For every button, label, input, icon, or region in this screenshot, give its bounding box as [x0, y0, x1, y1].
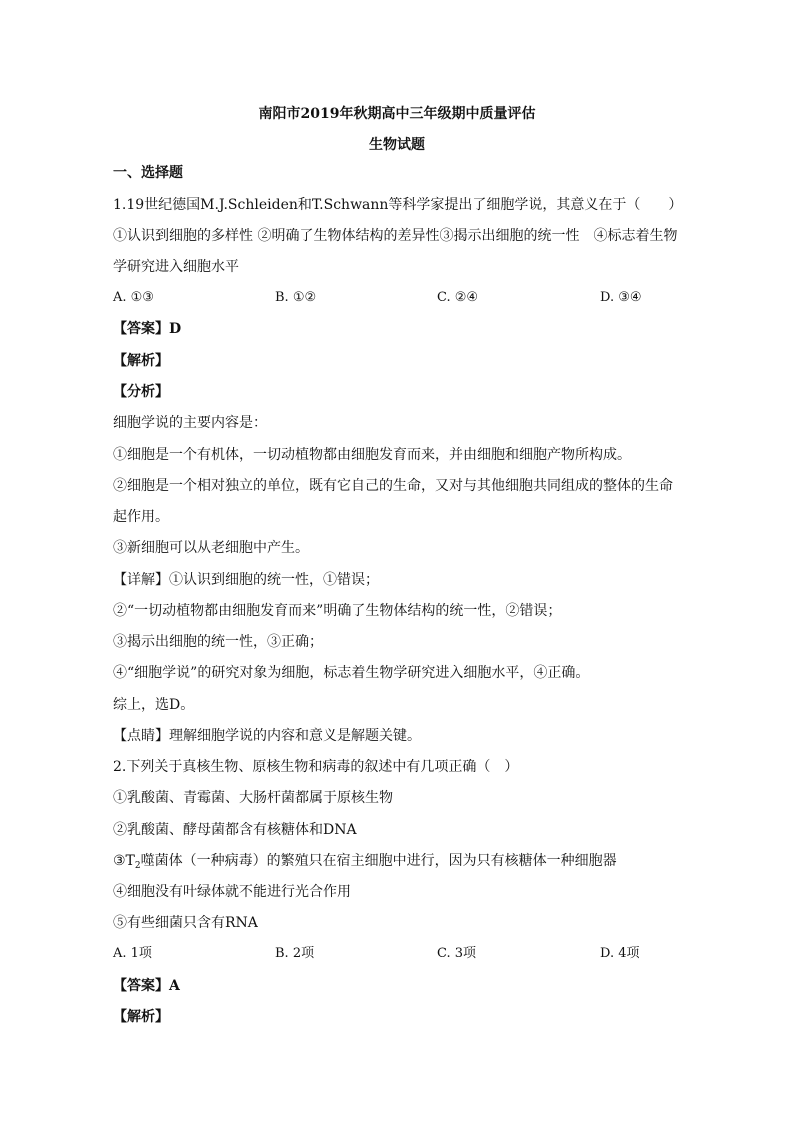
q1-detail-3: ③揭示出细胞的统一性，③正确； [113, 634, 323, 650]
q2-item-2: ②乳酸菌、酵母菌都含有核糖体和DNA [113, 822, 357, 838]
q1-option-b: B. ①② [275, 290, 317, 305]
q1-options [113, 288, 713, 308]
q2-item-3-post: 噬菌体（一种病毒）的繁殖只在宿主细胞中进行，因为只有核糖体一种细胞器 [140, 853, 617, 869]
q2-stem: 2.下列关于真核生物、原核生物和病毒的叙述中有几项正确（ ） [113, 759, 519, 775]
q1-fenxi-1: ①细胞是一个有机体，一切动植物都由细胞发育而来，并由细胞和细胞产物所构成。 [113, 447, 631, 463]
q1-items-line1: ①认识到细胞的多样性 ②明确了生物体结构的差异性③揭示出细胞的统一性 ④标志着生物 [113, 228, 678, 244]
q1-detail-5: 综上，选D。 [113, 697, 195, 713]
q2-analysis-label: 【解析】 [113, 1009, 169, 1025]
q2-item-5: ⑤有些细菌只含有RNA [113, 915, 258, 931]
q1-detail-2: ②“一切动植物都由细胞发育而来”明确了生物体结构的统一性，②错误； [113, 603, 562, 619]
q1-option-c: C. ②④ [437, 290, 479, 305]
q1-answer: 【答案】D [113, 321, 182, 337]
q1-tip: 【点睛】理解细胞学说的内容和意义是解题关键。 [113, 728, 421, 744]
q2-item-4: ④细胞没有叶绿体就不能进行光合作用 [113, 884, 351, 900]
q1-option-a: A. ①③ [113, 290, 154, 305]
document-title: 南阳市2019年秋期高中三年级期中质量评估 [258, 106, 536, 122]
q1-fenxi-intro: 细胞学说的主要内容是： [113, 415, 267, 431]
q1-stem: 1.19世纪德国M.J.Schleiden和T.Schwann等科学家提出了细胞学说，其意义在于（ ） [113, 197, 683, 213]
q1-option-d: D. ③④ [600, 290, 642, 305]
q2-answer: 【答案】A [113, 978, 180, 994]
q1-fenxi-2b: 起作用。 [113, 509, 169, 525]
q2-options [113, 944, 713, 964]
q2-item-1: ①乳酸菌、青霉菌、大肠杆菌都属于原核生物 [113, 790, 393, 806]
q2-item-3-subscript: 2 [134, 861, 141, 871]
document-subtitle: 生物试题 [369, 137, 425, 153]
q2-item-3 [113, 851, 617, 876]
q2-option-b: B. 2项 [275, 946, 315, 961]
q1-analysis-label: 【解析】 [113, 353, 169, 369]
q1-detail-1: 【详解】①认识到细胞的统一性，①错误； [113, 572, 379, 588]
q1-items-line2: 学研究进入细胞水平 [113, 259, 239, 275]
q2-item-3-pre: ③T [113, 853, 135, 869]
q2-option-a: A. 1项 [113, 946, 152, 961]
q1-fenxi-3: ③新细胞可以从老细胞中产生。 [113, 540, 309, 556]
q2-option-c: C. 3项 [437, 946, 477, 961]
q1-fenxi-label: 【分析】 [113, 384, 169, 400]
q1-fenxi-2a: ②细胞是一个相对独立的单位，既有它自己的生命，又对与其他细胞共同组成的整体的生命 [113, 478, 673, 494]
q1-detail-4: ④“细胞学说”的研究对象为细胞，标志着生物学研究进入细胞水平，④正确。 [113, 665, 590, 681]
q2-option-d: D. 4项 [600, 946, 640, 961]
section-heading: 一、选择题 [113, 165, 183, 181]
